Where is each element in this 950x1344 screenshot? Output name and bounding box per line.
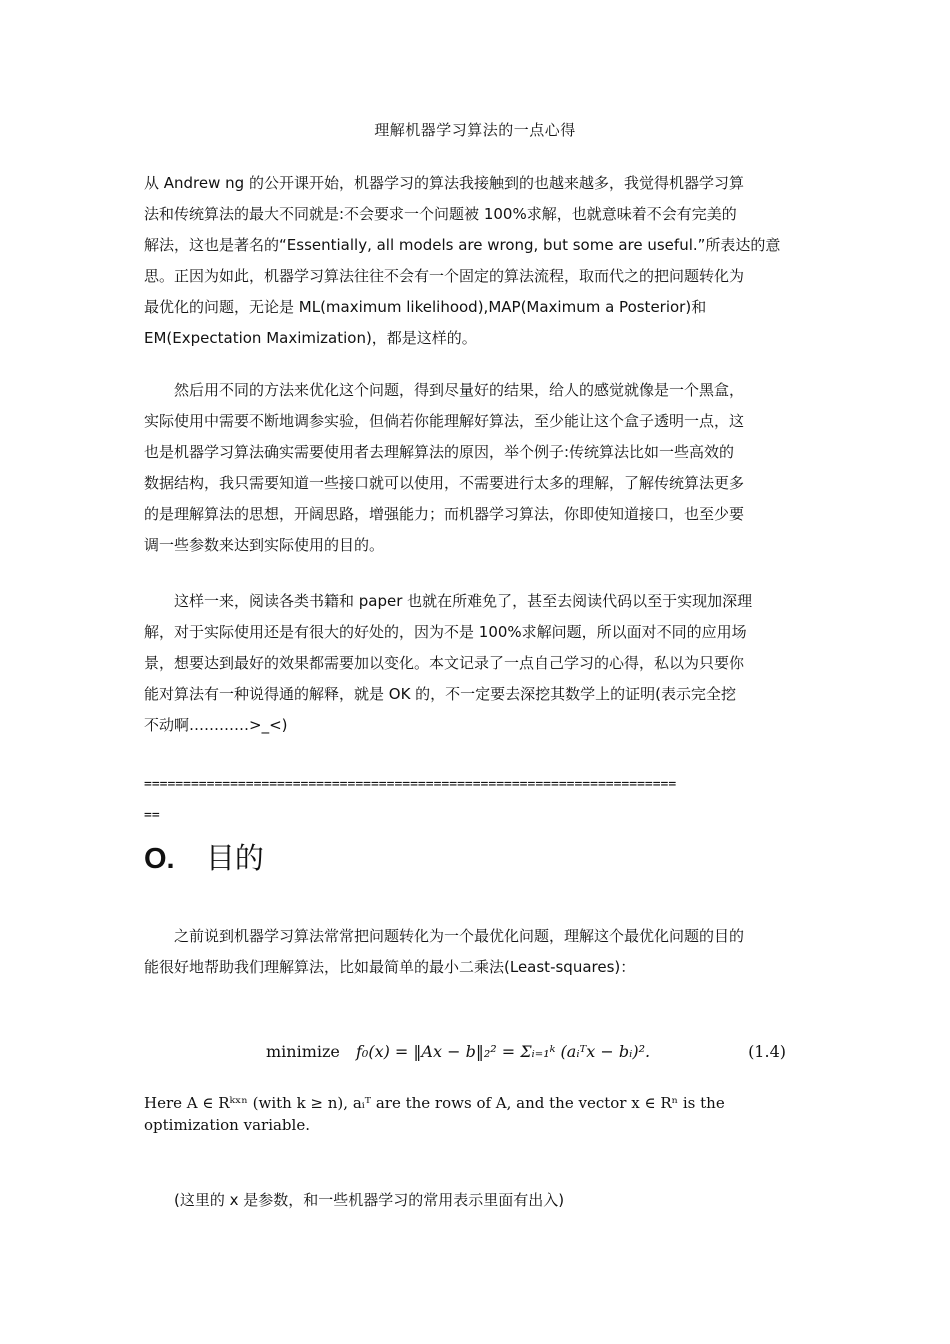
separator-line: == <box>144 808 160 823</box>
section-title: 目的 <box>205 841 264 875</box>
section-heading <box>144 838 264 879</box>
text-line: 之前说到机器学习算法常常把问题转化为一个最优化问题，理解这个最优化问题的目的 <box>174 927 745 945</box>
text-line: 实际使用中需要不断地调参实验，但倘若你能理解好算法，至少能让这个盒子透明一点，这 <box>144 412 745 430</box>
section-number: O. <box>144 843 175 875</box>
text-line: 然后用不同的方法来优化这个问题，得到尽量好的结果，给人的感觉就像是一个黑盒， <box>174 381 745 399</box>
formula-label: minimize <box>266 1042 340 1061</box>
paragraph-blackbox <box>144 375 808 561</box>
paragraph-intro <box>144 168 808 354</box>
separator-line: ==================================================================== <box>144 777 677 792</box>
formula-description <box>144 1092 784 1136</box>
text-line: 这样一来，阅读各类书籍和 paper 也就在所难免了，甚至去阅读代码以至于实现加深理 <box>174 592 753 610</box>
text-line: 景，想要达到最好的效果都需要加以变化。本文记录了一点自己学习的心得，私以为只要你 <box>144 654 745 672</box>
text-line: 不动啊…………>_<) <box>144 716 288 734</box>
formula-text-line: Here A ∈ Rᵏˣⁿ (with k ≥ n), aᵢᵀ are the rows of A, and the vector x ∈ Rⁿ is the <box>144 1094 725 1112</box>
text-line: 的是理解算法的思想，开阔思路，增强能力；而机器学习算法，你即使知道接口，也至少要 <box>144 505 745 523</box>
text-line: 最优化的问题，无论是 ML(maximum likelihood),MAP(Maximum a Posterior)和 <box>144 298 707 316</box>
text-line: 思。正因为如此，机器学习算法往往不会有一个固定的算法流程，取而代之的把问题转化为 <box>144 267 745 285</box>
note-text: (这里的 x 是参数，和一些机器学习的常用表示里面有出入) <box>174 1191 565 1209</box>
text-line: 调一些参数来达到实际使用的目的。 <box>144 536 385 554</box>
formula-text-line: optimization variable. <box>144 1116 310 1134</box>
formula-equation: f₀(x) = ‖Ax − b‖₂² = Σᵢ₌₁ᵏ (aᵢᵀx − bᵢ)². <box>356 1042 651 1061</box>
document-title: 理解机器学习算法的一点心得 <box>374 121 576 139</box>
formula-number: (1.4) <box>748 1042 786 1061</box>
text-line: 解法，这也是著名的“Essentially, all models are wrong, but some are useful.”所表达的意 <box>144 236 781 254</box>
text-line: 数据结构，我只需要知道一些接口就可以使用，不需要进行太多的理解，了解传统算法更多 <box>144 474 745 492</box>
paragraph-reading <box>144 586 808 741</box>
text-line: 也是机器学习算法确实需要使用者去理解算法的原因，举个例子:传统算法比如一些高效的 <box>144 443 735 461</box>
text-line: 能对算法有一种说得通的解释，就是 OK 的，不一定要去深挖其数学上的证明(表示完全挖 <box>144 685 737 703</box>
text-line: 能很好地帮助我们理解算法，比如最简单的最小二乘法(Least-squares)： <box>144 958 636 976</box>
text-line: 从 Andrew ng 的公开课开始，机器学习的算法我接触到的也越来越多，我觉得机器学习算 <box>144 174 744 192</box>
paragraph-purpose <box>144 921 808 983</box>
text-line: 解，对于实际使用还是有很大的好处的，因为不是 100%求解问题，所以面对不同的应用场 <box>144 623 747 641</box>
text-line: EM(Expectation Maximization)，都是这样的。 <box>144 329 477 347</box>
separator-rule <box>144 769 808 831</box>
text-line: 法和传统算法的最大不同就是:不会要求一个问题被 100%求解，也就意味着不会有完美的 <box>144 205 737 223</box>
